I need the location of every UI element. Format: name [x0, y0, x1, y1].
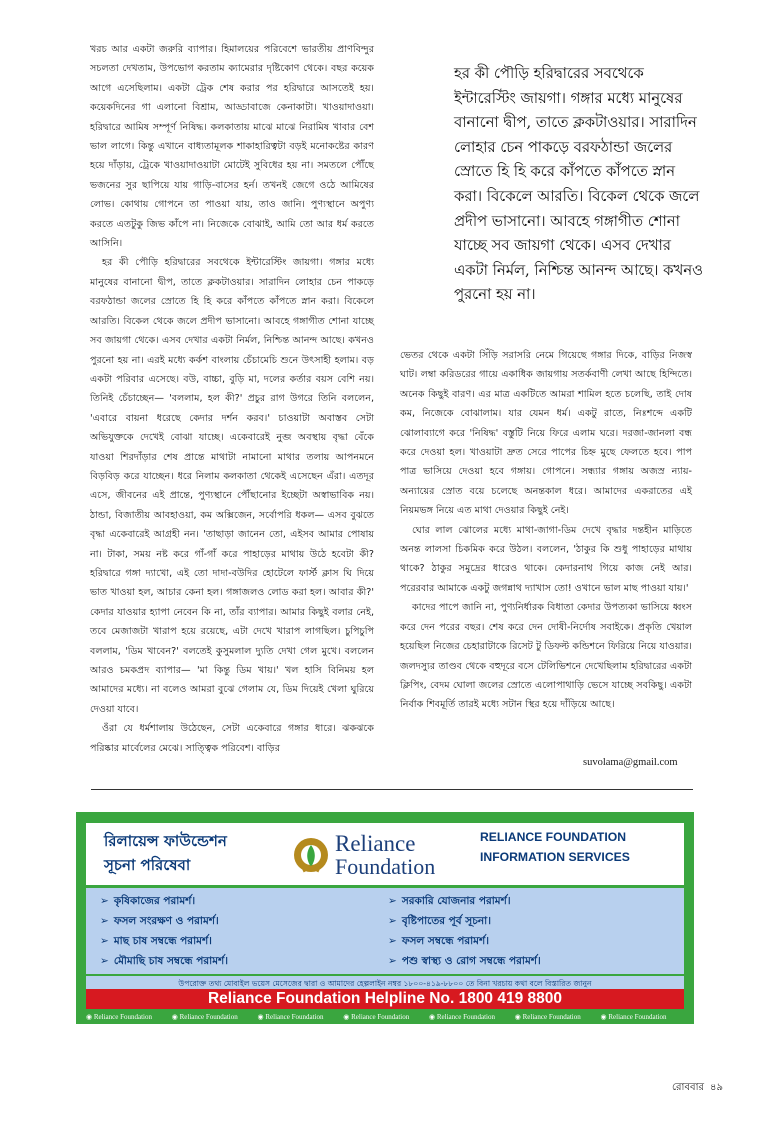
page-number: ৪৯ — [710, 1082, 723, 1093]
reliance-ad — [76, 812, 694, 1024]
author-email[interactable]: suvolama@gmail.com — [583, 757, 678, 768]
strip-logo: ◉ Reliance Foundation — [171, 1013, 238, 1021]
strip-logo: ◉ Reliance Foundation — [514, 1013, 581, 1021]
strip-logo: ◉ Reliance Foundation — [86, 1013, 152, 1021]
article-paragraph: ঘোর লাল ঝোলের মধ্যে মাথা-জাগা-ডিম দেখে বৃদ্ধার দন্তহীন মাড়িতে অনন্ত লালসা চিকমিক করে উঠল। বললেন, 'ঠাকুর কি শুধু পাহাড়ের মাথায় থাকে? ঠাকুর সমুদ্রের ধারেও থাকে। কেদারনাথ গিয়ে কাজ নেই আর। পরেরবার আমাকে একটু জগন্নাথ দ্যাখাস তো! ওখানে ভাল মাছ পাওয়া যায়।' — [400, 524, 692, 594]
pull-quote: হর কী পৌড়ি হরিদ্বারের সবথেকে ইন্টারেস্টিং জায়গা। গঙ্গার মধ্যে মানুষের বানানো দ্বীপ, তাতে ক্লকটাওয়ার। সারাদিন লোহার চেন পাকড়ে বরফঠান্ডা জলের স্রোতে হি হি করে কাঁপতে কাঁপতে স্নান করা। বিকেলে আরতি। বিকেল থেকে জলে প্রদীপ ভাসানো। আবহে গঙ্গাগীত শোনা যাচ্ছে সব জায়গা থেকে। এসব দেখার একটা নির্মল, নিশ্চিন্ত আনন্দ আছে। কখনও পুরনো হয় না। — [454, 65, 703, 304]
ad-title-english-line2: INFORMATION SERVICES — [480, 850, 630, 864]
ad-title-bengali-line2: সূচনা পরিষেবা — [104, 856, 191, 874]
article-column-left — [90, 40, 374, 758]
ad-title-bengali-line1: রিলায়েন্স ফাউন্ডেশন — [104, 832, 227, 850]
service-item: ➢ কৃষিকাজের পরামর্শ। — [100, 895, 196, 907]
article-paragraph: ভেতর থেকে একটা সিঁড়ি সরাসরি নেমে গিয়েছে গঙ্গার দিকে, বাড়ির নিজস্ব ঘাট। লম্বা করিডরের গায়ে একাধিক জায়গায় সতর্কবাণী লেখা আছে হিন্দিতে। অনেক কিছুই বারণ। এর মাত্র একটিতে আমরা শামিল হতে চলেছি, তাই দোষ কম, নিজেকে বোঝালাম। যার যেমন ধর্ম। একটু রাতে, নিঃশব্দে একটি ঝোলাব্যাগে করে 'নিষিদ্ধ' বস্তুটি নিয়ে ফিরে এলাম ঘরে। দরজা-জানলা বন্ধ করে দেওয়া হল। খাওয়াটা দ্রুত সেরে পাপের চিহ্ন মুছে ফেলতে হবে। পাপ পাত্র ভাসিয়ে দেওয়া হবে গঙ্গায়। গোপনে। সন্ধ্যার গঙ্গায় অজস্র ন্যায়-অন্যায়ের স্রোত বয়ে চলেছে অনন্তকাল ধরে। আমাদের একরাতের এই নিয়মভঙ্গ নিয়ে এত মাথা দেওয়ার কিছুই নেই। — [400, 350, 692, 517]
service-item: ➢ ফসল সংরক্ষণ ও পরামর্শ। — [100, 915, 219, 927]
article-paragraph: ওঁরা যে ধর্মশালায় উঠেছেন, সেটা একেবারে গঙ্গার ধারে। ঝকঝকে পরিষ্কার মার্বেলের মেঝে। সাত্ত্বিক পরিবেশ। বাড়ির — [90, 723, 374, 754]
ad-info-line: উপরোক্ত তথ্য মোবাইল ভয়েস মেসেজের দ্বারা ও আমাদের হেল্পলাইন নম্বর ১৮০০-৪১৯-৮৮০০ তে বিনা খরচায় কথা বলে বিস্তারিত জানুন — [86, 976, 684, 991]
service-item: ➢ মাছ চাষ সম্বন্ধে পরামর্শ। — [100, 935, 212, 947]
logo-strip — [86, 1011, 684, 1023]
helpline-banner: Reliance Foundation Helpline No. 1800 419 8800 — [86, 989, 684, 1009]
service-item: ➢ বৃষ্টিপাতের পূর্ব সূচনা। — [388, 915, 491, 927]
service-item: ➢ ফসল সম্বন্ধে পরামর্শ। — [388, 935, 489, 947]
ad-title-english — [480, 827, 676, 881]
strip-logo: ◉ Reliance Foundation — [343, 1013, 410, 1021]
footer-day: রোববার — [672, 1082, 704, 1093]
strip-logo: ◉ Reliance Foundation — [600, 1013, 667, 1021]
article-column-right — [400, 346, 692, 715]
article-paragraph: কাদের পাপে জানি না, পুণ্যনির্ধারক বিধাতা কেদার উপত্যকা ভাসিয়ে ধ্বংস করে দেন পরের বছর। শেষ করে দেন দোষী-নির্দোষ সবাইকে। প্রকৃতি খেয়াল হয়েছিল নিজের চেহারাটাকে রিসেট টু ডিফল্ট কন্ডিশনে ফিরিয়ে নিয়ে যাওয়ার। জলদস্যুর তাণ্ডব থেকে বহুদূরে বসে টেলিভিশনে দেখেছিলাম হরিদ্বারের একটা ক্লিপিং, বেদম ঘোলা জলের স্রোতে এলোপাথাড়ি ভেসে যাচ্ছে সবকিছু। একটা নির্বাক শিবমূর্তি তারই মধ্যে সটান স্থির হয়ে দাঁড়িয়ে আছে। — [400, 602, 692, 711]
strip-logo: ◉ Reliance Foundation — [257, 1013, 324, 1021]
service-item: ➢ মৌমাছি চাষ সম্বন্ধে পরামর্শ। — [100, 955, 229, 967]
ad-title-bengali — [104, 829, 284, 877]
logo-text-line1: Reliance — [335, 831, 416, 856]
divider — [91, 789, 693, 790]
logo-text-line2: Foundation — [335, 854, 436, 879]
page-footer — [672, 1080, 729, 1097]
ad-services-list — [86, 888, 684, 974]
service-item: ➢ পশু স্বাস্থ্য ও রোগ সম্বন্ধে পরামর্শ। — [388, 955, 541, 967]
ad-header — [86, 823, 684, 885]
article-paragraph: হর কী পৌড়ি হরিদ্বারের সবথেকে ইন্টারেস্টিং জায়গা। গঙ্গার মধ্যে মানুষের বানানো দ্বীপ, তাতে ক্লকটাওয়ার। সারাদিন লোহার চেন পাকড়ে বরফঠান্ডা জলের স্রোতে হি হি করে কাঁপতে কাঁপতে স্নান করা। বিকেলে আরতি। বিকেল থেকে জলে প্রদীপ ভাসানো। আবহে গঙ্গাগীত শোনা যাচ্ছে সব জায়গা থেকে। এসব দেখার একটা নির্মল, নিশ্চিন্ত আনন্দ আছে। কখনও পুরনো হয় না। এরই মধ্যে কর্কশ বাংলায় চেঁচামেচি শুনে উৎসাহী হলাম। বড় একটা পরিবার এসেছে। বউ, বাচ্চা, বুড়ি মা, দলের কর্তার বয়স বেশি নয়। তিনিই চেঁচাচ্ছেন— 'বললাম, হল কী?' প্রচুর রাগ উগরে তিনি বললেন, 'এবারে বায়না ধরেছে কেদার দর্শন করব।' চাওয়াটা অবাস্তব সেটা অভিযুক্তকে দেখেই বোঝা যাচ্ছে। একেবারেই নুব্জ অবস্থায় বৃদ্ধা বেঁকে যাওয়া শিরদাঁড়ার শেষ প্রান্তে মাথাটা নামানো মাথার তলায় আপনমনে বিড়বিড় করে যাচ্ছেন। ধরে নিলাম কলকাতা থেকেই এসেছেন এঁরা। এতদূর এসে, জীবনের এই প্রান্তে, পুণ্যস্থানে পৌঁছানোর ইচ্ছেটা অস্বাভাবিক নয়। ঠান্ডা, বিজাতীয় আবহাওয়া, কম অক্সিজেন, সর্বোপরি ধকল— এসব বুঝতে বৃদ্ধা একেবারেই আগ্রহী নন। 'তাছাড়া জানেন তো, এইসব আমার পোষায় না। টাকা, সময় নষ্ট করে গাঁ-গাঁ করে পাহাড়ের মাথায় উঠে হবেটা কী? হরিদ্বারে গঙ্গা দ্যাখো, এই তো দাদা-বউদির হোটেলে ফার্স্ট ক্লাস ঘি দিয়ে ভাত খাওয়া হল, আচার কেনা হল। গঙ্গাজলও লোড করা হল। আবার কী?' কেদার যাওয়ার হ্যাপা নেবেন কি না, তাঁর ব্যাপার। আমার কিছুই বলার নেই, তবে মেজাজটা খারাপ হয়ে রয়েছে, এটা দেখে খারাপ লাগছিল। চুপিচুপি বললাম, 'ডিম খাবেন?' বলতেই কুসুমলাল দ্যুতি দেখা গেল মুখে। বললেন আরও চমকপ্রদ ব্যাপার— 'মা কিন্তু ডিম খায়।' খল হাসি বিনিময় হল আমাদের মধ্যে। না বলেও আমরা বুঝে গেলাম যে, ডিম দিয়েই খেলা ঘুরিয়ে দেওয়া যাবে। — [90, 257, 374, 715]
service-item: ➢ সরকারি যোজনার পরামর্শ। — [388, 895, 511, 907]
reliance-logo — [291, 831, 475, 879]
article-paragraph: খরচ আর একটা জরুরি ব্যাপার। হিমালয়ের পরিবেশে ভারতীয় প্রাণবিন্দুর সচলতা দেখতাম, উপভোগ করতাম ক্যামেরার দৃষ্টিকোণ থেকে। বছর কয়েক আগে এসেছিলাম। একটা ট্রেক শেষ করার পর হরিদ্বারে আসতেই হয়। কয়েকদিনের গা এলানো বিশ্রাম, আড্ডাবাজে কেনাকাটা। খাওয়াদাওয়া। হরিদ্বারে আমিষ সম্পূর্ণ নিষিদ্ধ। কলকাতায় মাঝে মাঝে নিরামিষ খাবার বেশ ভাল লাগে। কিন্তু এখানে বাধ্যতামূলক শাকাহারিত্বটা বড়ই মনোকষ্টের কারণ হয়ে দাঁড়ায়, ট্রেকে খাওয়াদাওয়াটা মোটেই সুবিধের হয় না। সমতলে পৌঁছে ভজনের সুর ছাপিয়ে যায় গাড়ি-বাসের হর্ন। তখনই জেগে ওঠে আমিষের লোভ। কোথায় গোপনে তা পাওয়া যায়, তাও জানি। পুণ্যস্থানে অপুণ্য করতে এতটুকু জিভ কাঁপে না। নিজেকে বোঝাই, আমি তো আর ধর্ম করতে আসিনি। — [90, 44, 374, 250]
strip-logo: ◉ Reliance Foundation — [429, 1013, 495, 1021]
ad-title-english-line1: RELIANCE FOUNDATION — [480, 830, 627, 844]
